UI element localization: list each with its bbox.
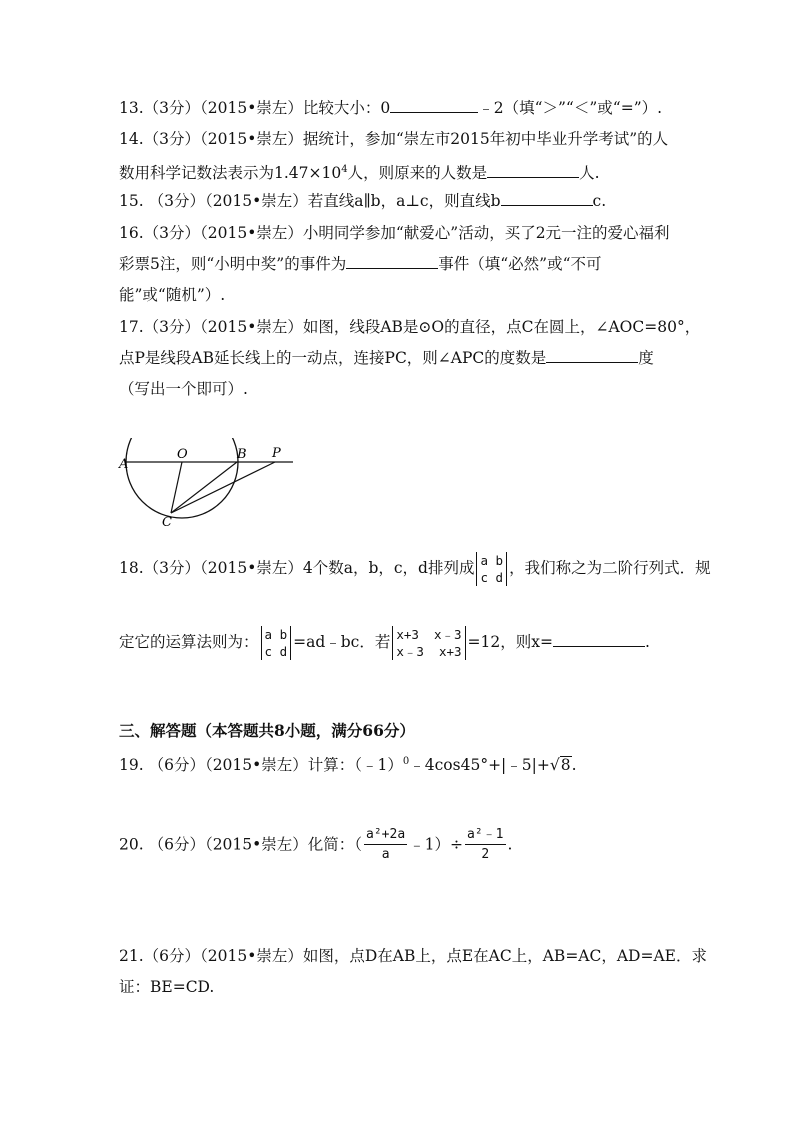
q19-text-pre: 19. （6分）（2015•崇左）计算：（﹣1） — [119, 756, 403, 775]
q20-text-pre: 20. （6分）（2015•崇左）化简：（ — [119, 835, 363, 854]
q17-line2-post: 度 — [638, 349, 654, 367]
q20-text-post: . — [507, 835, 513, 854]
label-p: P — [272, 446, 281, 461]
q18-line2-mid: =ad﹣bc．若 — [293, 633, 391, 651]
determinant-abcd — [476, 552, 507, 586]
q19-exponent: 0 — [402, 756, 410, 767]
q18-line2-end: . — [645, 633, 650, 651]
q18-line1-post: ，我们称之为二阶行列式．规 — [509, 559, 711, 577]
sqrt-sign: √ — [549, 756, 560, 775]
section-3-title: 三、解答题（本答题共8小题，满分66分） — [119, 721, 415, 740]
question-17-line1 — [119, 316, 700, 338]
q15-text-post: c. — [592, 192, 607, 210]
q14-line2-post: 人. — [579, 164, 600, 183]
q18-line2-post: =12，则x= — [467, 633, 553, 651]
q16-line2-post: 事件（填“必然”或“不可 — [438, 255, 602, 273]
q17-line1: 17.（3分）（2015•崇左）如图，线段AB是⊙O的直径，点C在圆上，∠AOC=80°， — [119, 318, 701, 336]
q21-line2: 证：BE=CD. — [119, 978, 215, 996]
question-21-line1 — [119, 945, 707, 967]
determinant-x — [392, 626, 465, 660]
det2-row1: a b — [264, 627, 288, 642]
q17-line2-pre: 点P是线段AB延长线上的一动点，连接PC，则∠APC的度数是 — [119, 349, 547, 367]
label-c: C — [162, 515, 172, 530]
q18-line1-pre: 18.（3分）（2015•崇左）4个数a，b，c，d排列成 — [119, 559, 475, 577]
q13-text-pre: 13.（3分）（2015•崇左）比较大小：0 — [119, 99, 391, 117]
label-o: O — [177, 447, 188, 462]
q19-text-post: . — [571, 756, 577, 775]
question-17-line2 — [119, 347, 654, 369]
frac2-numerator: a²﹣1 — [465, 826, 505, 845]
q18-line2-pre: 定它的运算法则为： — [119, 633, 259, 651]
q17-line3: （写出一个即可）. — [119, 380, 248, 398]
frac2-denominator: 2 — [481, 847, 490, 862]
question-14-line1 — [119, 128, 668, 150]
q17-answer-blank[interactable] — [546, 347, 638, 363]
q18-answer-blank[interactable] — [553, 631, 645, 647]
q15-text-pre: 15. （3分）（2015•崇左）若直线a∥b，a⊥c，则直线b — [119, 192, 501, 210]
q16-answer-blank[interactable] — [346, 253, 438, 269]
label-b: B — [237, 447, 247, 462]
q16-line2-pre: 彩票5注，则“小明中奖”的事件为 — [119, 255, 347, 273]
frac1-numerator: a²+2a — [364, 826, 407, 845]
question-13 — [119, 97, 662, 119]
q14-line2-pre: 数用科学记数法表示为1.47×10 — [119, 164, 342, 183]
q14-exponent: 4 — [341, 164, 348, 175]
q19-text-mid: ﹣4cos45°+|﹣5|+ — [409, 756, 550, 775]
determinant-rule — [261, 626, 292, 660]
question-21-line2 — [119, 976, 214, 998]
question-19 — [119, 751, 577, 776]
q20-fraction-2 — [465, 826, 505, 865]
question-16-line1 — [119, 222, 670, 244]
q16-line3: 能”或“随机”）. — [119, 286, 226, 304]
q14-answer-blank[interactable] — [487, 162, 579, 178]
frac1-denominator: a — [381, 847, 390, 862]
q15-answer-blank[interactable] — [501, 190, 593, 206]
question-14-line2 — [119, 159, 600, 184]
det3-row2: x﹣3 x+3 — [396, 644, 462, 659]
det1-row2: c d — [480, 570, 504, 585]
q13-text-post: ﹣2（填“＞”“＜”或“=”）. — [478, 99, 663, 117]
label-a: A — [119, 457, 129, 472]
question-16-line2 — [119, 253, 602, 275]
question-16-line3 — [119, 284, 225, 306]
question-17-line3 — [119, 378, 248, 400]
question-20 — [119, 826, 512, 865]
question-15 — [119, 190, 606, 212]
q20-fraction-1 — [364, 826, 407, 865]
q16-line1: 16.（3分）（2015•崇左）小明同学参加“献爱心”活动，买了2元一注的爱心福利 — [119, 224, 670, 242]
det2-row2: c d — [264, 644, 288, 659]
det3-row1: x+3 x﹣3 — [396, 627, 462, 642]
q20-text-mid: ﹣1）÷ — [409, 835, 464, 854]
q21-line1: 21.（6分）（2015•崇左）如图，点D在AB上，点E在AC上，AB=AC，AD=AE．求 — [119, 947, 707, 965]
q13-answer-blank[interactable] — [390, 97, 478, 113]
q14-line1: 14.（3分）（2015•崇左）据统计，参加“崇左市2015年初中毕业升学考试”的人 — [119, 130, 669, 148]
question-18-line2 — [119, 626, 650, 660]
q17-circle-figure — [115, 438, 300, 538]
q14-line2-mid: 人，则原来的人数是 — [347, 164, 488, 183]
question-18-line1 — [119, 552, 711, 586]
q19-sqrt-radicand: 8 — [560, 756, 571, 775]
segment-pc — [171, 462, 275, 513]
det1-row1: a b — [480, 553, 504, 568]
